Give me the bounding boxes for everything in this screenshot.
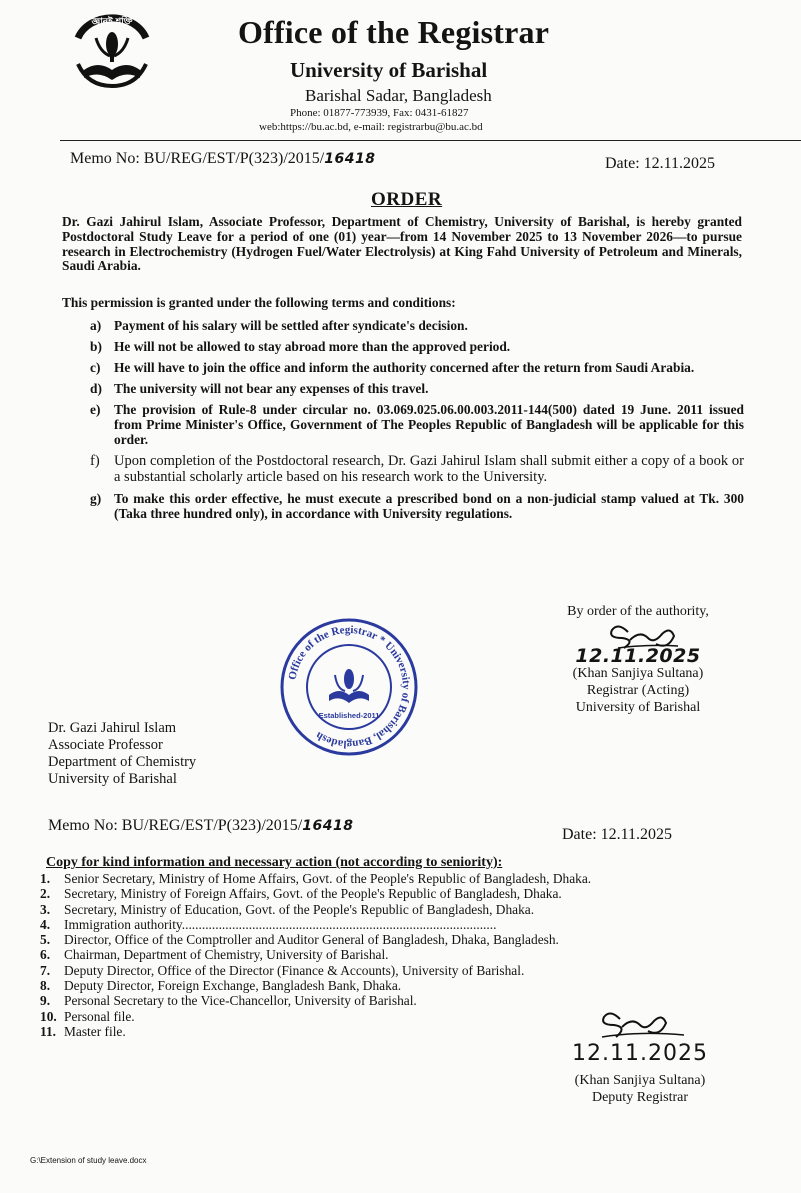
condition-item: b) He will not be allowed to stay abroad more than the approved period. xyxy=(90,339,511,354)
memo-prefix: Memo No: BU/REG/EST/P(323)/2015/ xyxy=(70,150,325,167)
signatory-org: University of Barishal xyxy=(575,700,701,715)
signature-date: 12.11.2025 xyxy=(575,645,701,667)
memo-handwritten-number: 16418 xyxy=(302,818,354,834)
addressee-name: Dr. Gazi Jahirul Islam xyxy=(48,720,177,736)
copy-item: 5. Director, Office of the Comptroller and Auditor General of Bangladesh, Dhaka, Bangladesh. xyxy=(40,932,559,948)
copy-item: 3. Secretary, Ministry of Education, Govt. of the People's Republic of Bangladesh, Dhaka. xyxy=(40,901,535,917)
memo-handwritten-number: 16418 xyxy=(324,151,376,167)
memo-prefix: Memo No: BU/REG/EST/P(323)/2015/ xyxy=(48,817,303,834)
university-logo xyxy=(70,8,154,90)
signature-date: 12.11.2025 xyxy=(572,1041,708,1066)
copy-item: 6. Chairman, Department of Chemistry, University of Barishal. xyxy=(40,947,389,963)
office-title: Office of the Registrar xyxy=(238,14,550,50)
memo-date-bottom: Date: 12.11.2025 xyxy=(562,826,673,843)
copy-item: 4. Immigration authority.............................................................................................. xyxy=(40,916,497,932)
web-email-line: web:https://bu.ac.bd, e-mail: registrarbu@bu.ac.bd xyxy=(259,121,483,133)
contact-line: Phone: 01877-773939, Fax: 0431-61827 xyxy=(290,107,469,119)
condition-item: a) Payment of his salary will be settled after syndicate's decision. xyxy=(90,318,468,333)
condition-item: f) Upon completion of the Postdoctoral research, Dr. Gazi Jahirul Islam shall submit either a copy of a book or a substantial scholarly article based on his research work to the University. xyxy=(90,453,744,485)
condition-item: g) To make this order effective, he must execute a prescribed bond on a non-judicial stamp valued at Tk. 300 (Taka three hundred only), in accordance with University regulations. xyxy=(90,491,744,521)
order-title: ORDER xyxy=(371,189,443,210)
signatory-deputy-registrar xyxy=(540,1005,740,1106)
copy-item: 11. Master file. xyxy=(40,1023,126,1039)
handwritten-signature xyxy=(580,1005,700,1045)
condition-item: e) The provision of Rule-8 under circular no. 03.069.025.06.00.003.2011-144(500) dated 19 June. 2011 issued from Prime Minister's Office, Government of The Peoples Republic of Bangladesh will be applicable for this order. xyxy=(90,402,744,447)
memo-number-top xyxy=(70,150,375,168)
logo-motto: জ্ঞানই শক্তি xyxy=(91,17,133,27)
header-rule xyxy=(60,140,801,141)
seal-outer-text: Office of the Registrar * University of Barishal, Bangladesh xyxy=(286,623,413,751)
addressee-designation: Associate Professor xyxy=(48,737,163,753)
signatory-name: (Khan Sanjiya Sultana) xyxy=(574,1073,706,1088)
signatory-name: (Khan Sanjiya Sultana) xyxy=(572,666,704,681)
file-path-footer: G:\Extension of study leave.docx xyxy=(30,1156,147,1165)
copy-item: 1. Senior Secretary, Ministry of Home Affairs, Govt. of the People's Republic of Bangladesh, Dhaka. xyxy=(40,871,592,886)
addressee-block xyxy=(48,720,196,788)
copy-list xyxy=(40,871,591,1039)
copy-item: 10. Personal file. xyxy=(40,1008,135,1024)
registrar-seal xyxy=(279,617,419,757)
conditions-list xyxy=(62,318,762,527)
signatory-title: Registrar (Acting) xyxy=(586,683,690,698)
addressee-org: University of Barishal xyxy=(48,771,177,787)
university-name: University of Barishal xyxy=(290,58,488,82)
copy-heading: Copy for kind information and necessary action (not according to seniority): xyxy=(46,855,503,870)
condition-item: d) The university will not bear any expenses of this travel. xyxy=(90,381,429,396)
memo-date-top: Date: 12.11.2025 xyxy=(605,155,716,172)
condition-item: c) He will have to join the office and inform the authority concerned after the return from Saudi Arabia. xyxy=(90,360,695,375)
copy-item: 9. Personal Secretary to the Vice-Chancellor, University of Barishal. xyxy=(40,993,417,1009)
conditions-intro: This permission is granted under the following terms and conditions: xyxy=(62,295,456,310)
memo-number-bottom xyxy=(48,817,353,835)
seal-established: Established-2011 xyxy=(318,711,380,720)
signatory-title: Deputy Registrar xyxy=(591,1090,689,1105)
copy-item: 2. Secretary, Ministry of Foreign Affairs, Govt. of the People's Republic of Bangladesh, Dhaka. xyxy=(40,886,562,902)
addressee-department: Department of Chemistry xyxy=(48,754,197,770)
by-order-text: By order of the authority, xyxy=(567,604,709,619)
signatory-registrar xyxy=(548,603,728,716)
copy-item: 7. Deputy Director, Office of the Director (Finance & Accounts), University of Barishal. xyxy=(40,962,525,978)
university-address: Barishal Sadar, Bangladesh xyxy=(305,86,492,105)
copy-item: 8. Deputy Director, Foreign Exchange, Bangladesh Bank, Dhaka. xyxy=(40,978,402,994)
order-body: Dr. Gazi Jahirul Islam, Associate Professor, Department of Chemistry, University of Barishal, is hereby granted Postdoctoral Study Leave for a period of one (01) year—from 14 November 2025 to 13 November 2026—to pursue research in Electrochemistry (Hydrogen Fuel/Water Electrolysis) at King Fahd University of Petroleum and Minerals, Saudi Arabia. xyxy=(62,214,742,274)
